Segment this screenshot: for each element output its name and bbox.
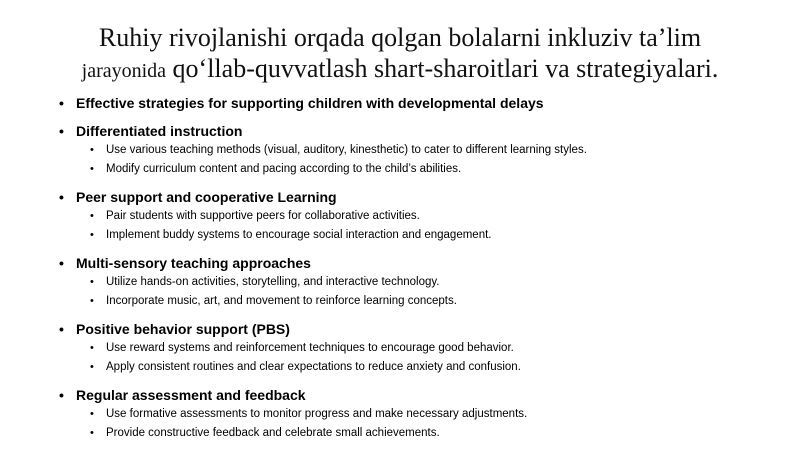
bullet-list	[56, 94, 786, 445]
section-heading: • Multi-sensory teaching approaches	[56, 254, 786, 272]
sub-bullet: • Implement buddy systems to encourage social interaction and engagement.	[56, 228, 786, 243]
sub-bullet: • Incorporate music, art, and movement to reinforce learning concepts.	[56, 294, 786, 309]
sub-bullet: • Provide constructive feedback and celebrate small achievements.	[56, 426, 786, 441]
section-heading: • Effective strategies for supporting children with developmental delays	[56, 94, 786, 112]
section-peer-support	[56, 188, 786, 243]
section-differentiated-instruction	[56, 122, 786, 177]
section-multi-sensory	[56, 254, 786, 309]
title-line-2	[20, 53, 780, 88]
slide-title	[20, 22, 780, 88]
sub-bullet: • Modify curriculum content and pacing according to the child’s abilities.	[56, 162, 786, 177]
section-assessment	[56, 386, 786, 441]
sub-bullet: • Use various teaching methods (visual, auditory, kinesthetic) to cater to different learning styles.	[56, 143, 786, 158]
section-heading: • Regular assessment and feedback	[56, 386, 786, 404]
section-heading: • Peer support and cooperative Learning	[56, 188, 786, 206]
sub-bullet: • Apply consistent routines and clear expectations to reduce anxiety and confusion.	[56, 360, 786, 375]
title-line-2-large: qo‘llab-quvvatlash shart-sharoitlari va strategiyalari.	[166, 54, 719, 83]
sub-bullet: • Use reward systems and reinforcement techniques to encourage good behavior.	[56, 341, 786, 356]
section-heading: • Positive behavior support (PBS)	[56, 320, 786, 338]
sub-bullet: • Use formative assessments to monitor progress and make necessary adjustments.	[56, 407, 786, 422]
section-intro	[56, 94, 786, 112]
sub-bullet: • Pair students with supportive peers for collaborative activities.	[56, 209, 786, 224]
section-heading: • Differentiated instruction	[56, 122, 786, 140]
sub-bullet: • Utilize hands-on activities, storytelling, and interactive technology.	[56, 275, 786, 290]
section-positive-behavior	[56, 320, 786, 375]
title-line-1: Ruhiy rivojlanishi orqada qolgan bolalarni inkluziv ta’lim	[98, 23, 702, 52]
title-line-2-small: jarayonida	[81, 60, 167, 82]
